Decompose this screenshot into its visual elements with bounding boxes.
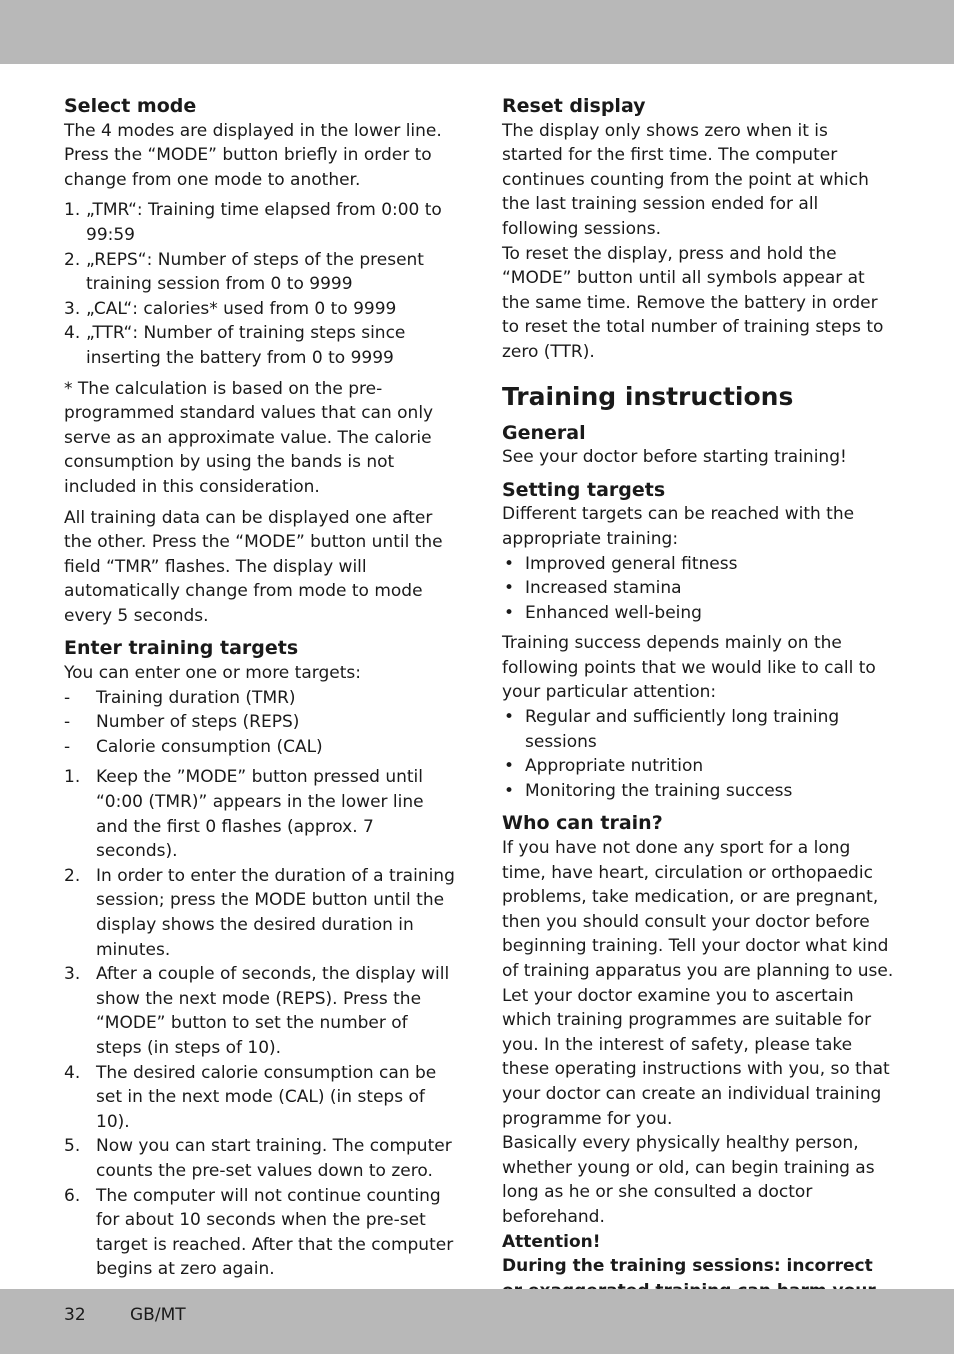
who-paragraph-2: Basically every physically healthy person, whether young or old, can begin training as long as he or she consulted a doctor beforehand. bbox=[502, 1133, 875, 1227]
who-can-train-heading: Who can train? bbox=[502, 812, 663, 835]
header-bar bbox=[0, 0, 954, 64]
list-item: 4. „TTR“: Number of training steps since inserting the battery from 0 to 9999 bbox=[64, 323, 406, 368]
general-heading: General bbox=[502, 421, 586, 444]
display-paragraph: All training data can be displayed one after the other. Press the “MODE” button until the field “TMR” flashes. The display will automatically change from mode to mode every 5 seconds. bbox=[64, 507, 443, 626]
page-number: 32 bbox=[64, 1305, 86, 1325]
list-item: 3. After a couple of seconds, the display will show the next mode (REPS). Press the “MODE” button to set the number of steps (in steps of 10). bbox=[64, 964, 450, 1058]
reset-display-heading: Reset display bbox=[502, 95, 646, 117]
success-bullet-list bbox=[502, 705, 894, 803]
list-item: - Calorie consumption (CAL) bbox=[64, 736, 323, 757]
list-item: 5. Now you can start training. The computer counts the pre-set values down to zero. bbox=[64, 1136, 452, 1181]
list-item: • Monitoring the training success bbox=[504, 780, 793, 801]
who-paragraph-1: If you have not done any sport for a long time, have heart, circulation or orthopaedic problems, take medication, or are pregnant, then you should consult your doctor before beginning training. Tell your doctor what kind of training apparatus you are planning to use. Let your doctor examine you to ascertain which training programmes are suitable for you. In the interest of safety, please take these operating instructions with you, so that your doctor can create an individual training programme for you. bbox=[502, 838, 894, 1129]
target-dash-list bbox=[64, 686, 456, 760]
select-mode-intro: The 4 modes are displayed in the lower line. Press the “MODE” button briefly in order to change from one mode to another. bbox=[64, 120, 442, 190]
list-item: • Regular and sufficiently long training sessions bbox=[504, 707, 840, 752]
general-text: See your doctor before starting training! bbox=[502, 447, 847, 468]
list-item: 2. „REPS“: Number of steps of the present training session from 0 to 9999 bbox=[64, 249, 424, 295]
list-item: • Improved general fitness bbox=[504, 553, 738, 574]
list-item: • Appropriate nutrition bbox=[504, 756, 704, 777]
list-item: - Training duration (TMR) bbox=[64, 687, 296, 708]
list-item: 3. „CAL“: calories* used from 0 to 9999 bbox=[64, 298, 397, 319]
list-item: 4. The desired calorie consumption can be set in the next mode (CAL) (in steps of 10). bbox=[64, 1062, 437, 1132]
setting-targets-intro: Different targets can be reached with the appropriate training: bbox=[502, 504, 855, 549]
enter-targets-intro: You can enter one or more targets: bbox=[64, 663, 361, 684]
targets-bullet-list bbox=[502, 552, 894, 626]
select-mode-heading: Select mode bbox=[64, 95, 197, 117]
enter-targets-heading: Enter training targets bbox=[64, 637, 299, 660]
calculation-footnote: * The calculation is based on the pre-programmed standard values that can only serve as an approximate value. The calorie consumption by using the bands is not included in this consideration. bbox=[64, 378, 434, 497]
training-success-intro: Training success depends mainly on the following points that we would like to call to your particular attention: bbox=[502, 633, 876, 703]
reset-paragraph-1: The display only shows zero when it is started for the first time. The computer continues counting from the point at which the last training session ended for all following sessions. bbox=[502, 120, 869, 239]
left-column bbox=[64, 94, 456, 1282]
locale-label: GB/MT bbox=[130, 1305, 186, 1325]
attention-label: Attention! bbox=[502, 1231, 601, 1252]
list-item: • Enhanced well-being bbox=[504, 602, 702, 623]
reset-paragraph-2: To reset the display, press and hold the “MODE” button until all symbols appear at the same time. Remove the battery in order to reset the total number of training steps to zero (TTR). bbox=[502, 243, 884, 362]
list-item: 2. In order to enter the duration of a training session; press the MODE button until the display shows the desired duration in minutes. bbox=[64, 865, 455, 960]
list-item: 6. The computer will not continue counting for about 10 seconds when the pre-set target is reached. After that the computer begins at zero again. bbox=[64, 1185, 454, 1280]
target-steps-list bbox=[64, 765, 456, 1281]
list-item: - Number of steps (REPS) bbox=[64, 712, 300, 733]
warning-text: During the training sessions: incorrect bbox=[502, 1256, 873, 1277]
list-item: • Increased stamina bbox=[504, 578, 682, 599]
setting-targets-heading: Setting targets bbox=[502, 478, 666, 501]
mode-list bbox=[64, 198, 456, 370]
list-item: 1. „TMR“: Training time elapsed from 0:00 to 99:59 bbox=[64, 200, 442, 245]
training-instructions-title: Training instructions bbox=[502, 381, 794, 411]
list-item: 1. Keep the ”MODE” button pressed until “0:00 (TMR)” appears in the lower line and the first 0 flashes (approx. 7 seconds). bbox=[64, 767, 424, 862]
right-column bbox=[502, 94, 894, 1328]
